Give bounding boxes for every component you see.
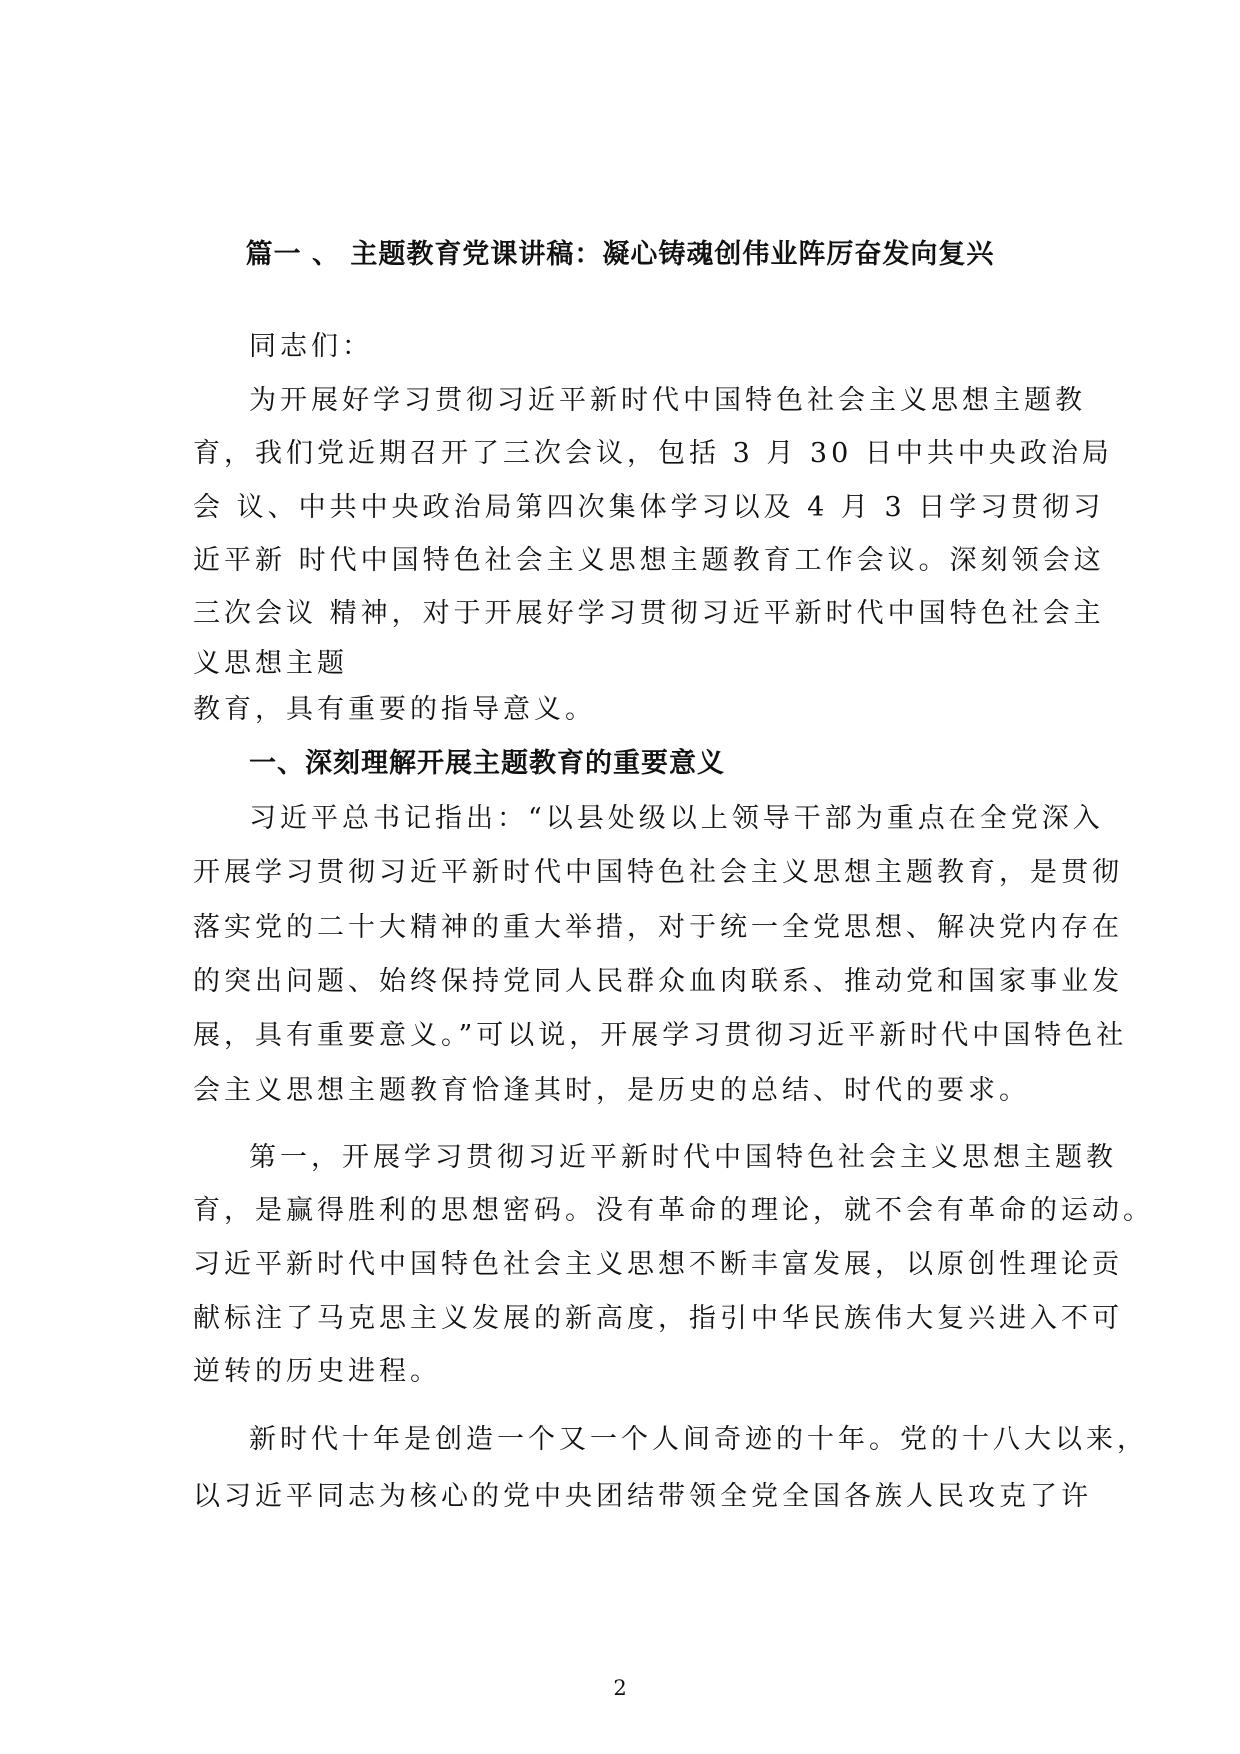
document-title: 篇一 、 主题教育党课讲稿：凝心铸魂创伟业阵厉奋发向复兴: [245, 239, 995, 270]
text-line: 会 议、中共中央政治局第四次集体学习以及 4 月 3 日学习贯彻习: [193, 492, 1105, 523]
text-line: 的突出问题、始终保持党同人民群众血肉联系、推动党和国家事业发: [193, 966, 1123, 997]
salutation: 同志们：: [249, 331, 373, 362]
text-line: 新时代十年是创造一个又一个人间奇迹的十年。党的十八大以来，: [249, 1424, 1148, 1455]
text-line: 落实党的二十大精神的重大举措，对于统一全党思想、解决党内存在: [193, 912, 1123, 943]
page-number: 2: [613, 1676, 627, 1700]
text-line: 开展学习贯彻习近平新时代中国特色社会主义思想主题教育，是贯彻: [193, 857, 1123, 888]
text-line: 育，是赢得胜利的思想密码。没有革命的理论，就不会有革命的运动。: [193, 1195, 1154, 1226]
text-line: 逆转的历史进程。: [193, 1356, 441, 1387]
text-line: 义思想主题: [193, 648, 348, 679]
text-line: 会主义思想主题教育恰逢其时，是历史的总结、时代的要求。: [193, 1075, 1030, 1106]
text-line: 教育，具有重要的指导意义。: [193, 694, 596, 725]
text-line: 为开展好学习贯彻习近平新时代中国特色社会主义思想主题教: [249, 385, 1086, 416]
text-line: 以习近平同志为核心的党中央团结带领全党全国各族人民攻克了许: [193, 1481, 1092, 1512]
text-line: 献标注了马克思主义发展的新高度，指引中华民族伟大复兴进入不可: [193, 1303, 1123, 1334]
text-line: 三次会议 精神，对于开展好学习贯彻习近平新时代中国特色社会主: [193, 598, 1105, 629]
text-line: 第一，开展学习贯彻习近平新时代中国特色社会主义思想主题教: [249, 1142, 1117, 1173]
text-line: 习近平新时代中国特色社会主义思想不断丰富发展，以原创性理论贡: [193, 1249, 1123, 1280]
section-heading: 一、深刻理解开展主题教育的重要意义: [249, 748, 725, 779]
text-line: 展，具有重要意义。”可以说，开展学习贯彻习近平新时代中国特色社: [193, 1020, 1128, 1051]
text-line: 习近平总书记指出：“以县处级以上领导干部为重点在全党深入: [249, 803, 1104, 834]
text-line: 育，我们党近期召开了三次会议，包括 3 月 30 日中共中央政治局: [193, 438, 1113, 469]
text-line: 近平新 时代中国特色社会主义思想主题教育工作会议。深刻领会这: [193, 545, 1105, 576]
